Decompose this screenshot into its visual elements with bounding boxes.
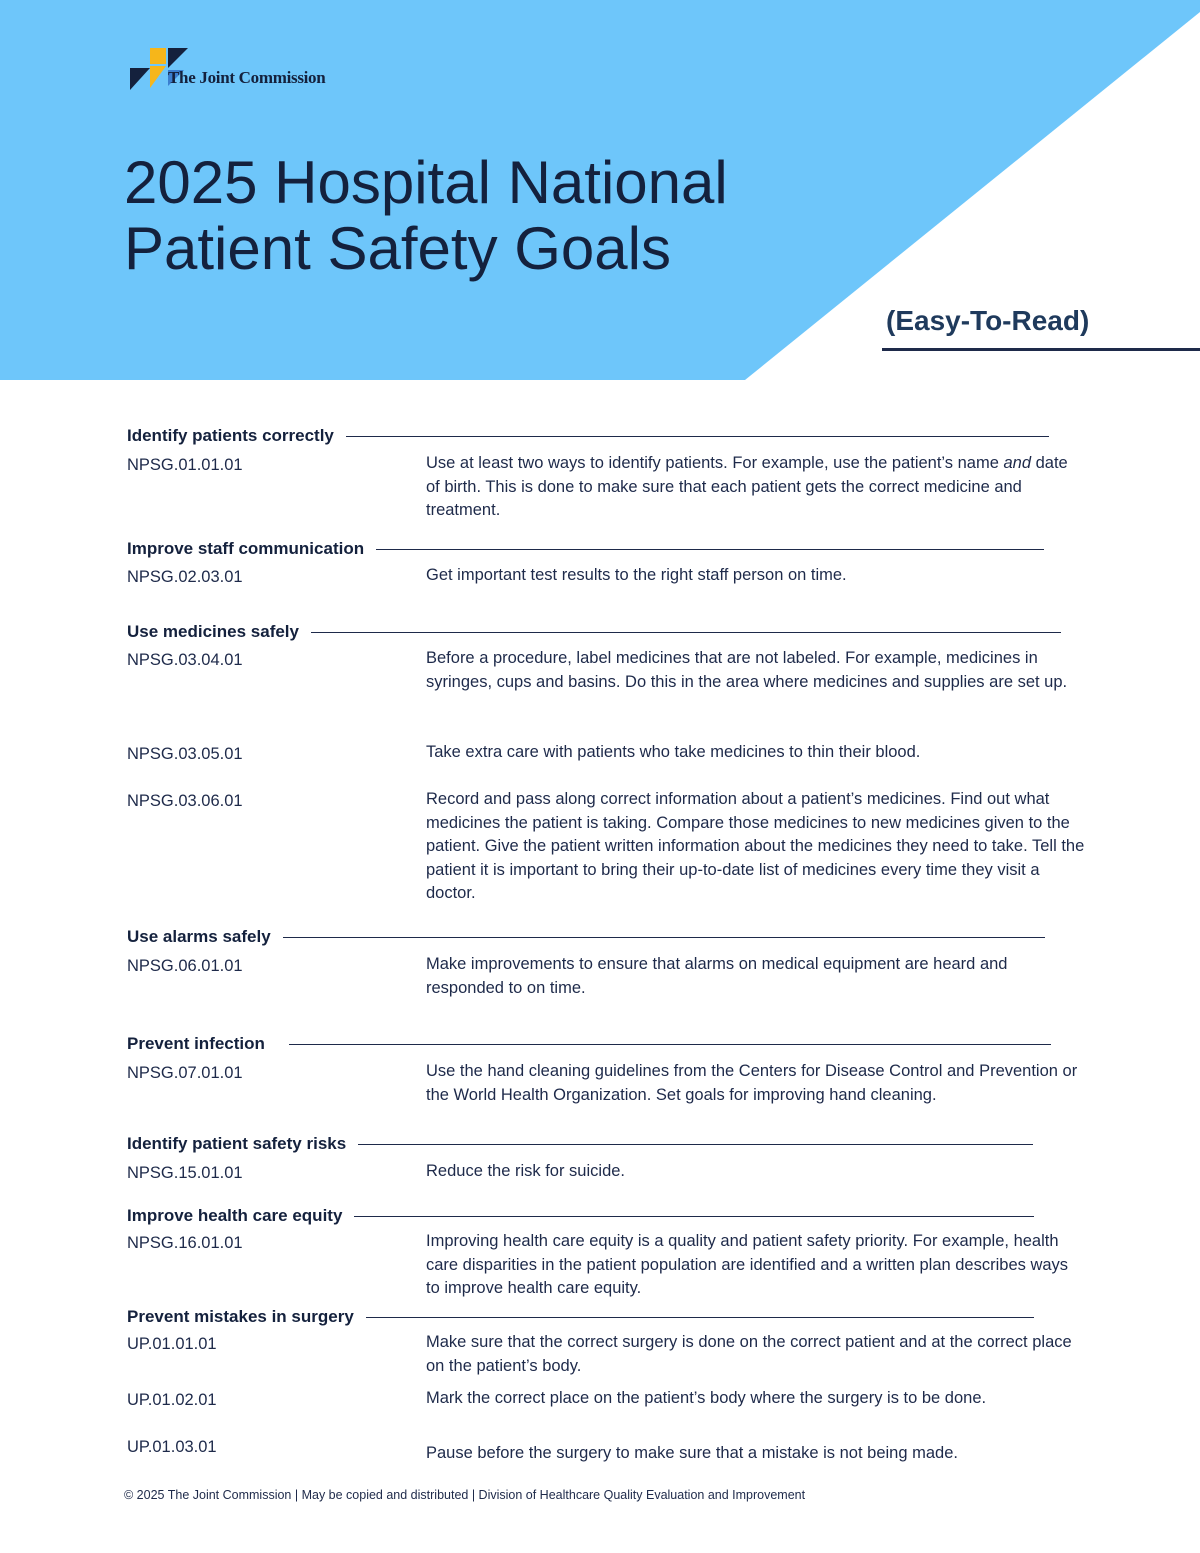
logo-text: The Joint Commission [168, 68, 326, 87]
section-medicines-safely [127, 622, 1085, 902]
page-subtitle: (Easy-To-Read) [886, 305, 1090, 336]
goal-description [426, 452, 1086, 523]
section-title: Identify patient safety risks [127, 1134, 347, 1153]
section-title: Improve staff communication [127, 539, 365, 558]
goal-code: NPSG.03.06.01 [127, 792, 243, 810]
section-rule [311, 632, 1061, 633]
page-title [124, 150, 728, 282]
goal-code: NPSG.07.01.01 [127, 1064, 243, 1082]
title-line-2: Patient Safety Goals [124, 215, 671, 282]
goal-code: NPSG.02.03.01 [127, 568, 243, 586]
section-staff-communication [127, 539, 1044, 586]
section-title: Prevent mistakes in surgery [127, 1307, 354, 1326]
goal-description: Mark the correct place on the patient’s body where the surgery is to be done. [426, 1389, 987, 1407]
section-alarms-safely [127, 927, 1045, 997]
section-title: Improve health care equity [127, 1206, 343, 1225]
goal-description: Record and pass along correct information about a patient’s medicines. Find out what medicines the patient is taking. Compare those medicines to new medicines given to the patient. Give the patient written information about the medicines they need to take. Tell the patient it is important to bring their up-to-date list of medicines every time they visit a doctor. [426, 790, 1085, 902]
section-surgery-mistakes [127, 1307, 1072, 1462]
goal-description: Reduce the risk for suicide. [426, 1162, 626, 1180]
goal-code: NPSG.06.01.01 [127, 957, 243, 975]
goal-description: Use the hand cleaning guidelines from the Centers for Disease Control and Prevention or the World Health Organization. Set goals for improving hand cleaning. [426, 1062, 1078, 1104]
goal-code: NPSG.15.01.01 [127, 1164, 243, 1182]
goal-description: Get important test results to the right staff person on time. [426, 566, 847, 584]
section-prevent-infection [127, 1034, 1078, 1104]
goal-code: NPSG.03.05.01 [127, 745, 243, 763]
subtitle-rule [882, 348, 1200, 351]
goal-text: Use at least two ways to identify patients. For example, use the patient’s name [426, 454, 1004, 472]
goal-code: NPSG.16.01.01 [127, 1234, 243, 1252]
goal-code: NPSG.01.01.01 [127, 456, 243, 474]
section-rule [376, 549, 1044, 550]
goal-text-emphasis: and [1003, 454, 1032, 472]
section-title: Use medicines safely [127, 622, 299, 641]
section-rule [358, 1144, 1033, 1145]
section-title: Prevent infection [127, 1034, 265, 1053]
goal-description: Take extra care with patients who take medicines to thin their blood. [426, 743, 921, 761]
section-patient-safety-risks [127, 1134, 1033, 1182]
section-rule [366, 1317, 1034, 1318]
goal-description: Before a procedure, label medicines that are not labeled. For example, medicines in syringes, cups and basins. Do this in the area where medicines and supplies are set up. [426, 649, 1068, 691]
goal-description: Make sure that the correct surgery is done on the correct patient and at the correct place on the patient’s body. [426, 1333, 1072, 1375]
joint-commission-logo [128, 48, 325, 90]
goal-text: date of birth. This is done to make sure that each patient gets the correct medicine and treatment. [426, 454, 1068, 519]
goal-code: NPSG.03.04.01 [127, 651, 243, 669]
goal-code: UP.01.01.01 [127, 1335, 217, 1353]
goal-code: UP.01.02.01 [127, 1391, 217, 1409]
page-footer: © 2025 The Joint Commission | May be copied and distributed | Division of Healthcare Quality Evaluation and Improvement [124, 1488, 806, 1502]
title-line-1: 2025 Hospital National [124, 149, 728, 216]
section-rule [354, 1216, 1034, 1217]
section-health-care-equity [127, 1206, 1069, 1297]
section-rule [346, 436, 1049, 437]
goal-description: Pause before the surgery to make sure that a mistake is not being made. [426, 1444, 958, 1462]
goal-description: Make improvements to ensure that alarms on medical equipment are heard and responded to on time. [426, 955, 1008, 997]
section-rule [283, 937, 1045, 938]
section-rule [289, 1044, 1051, 1045]
goal-description: Improving health care equity is a quality and patient safety priority. For example, health care disparities in the patient population are identified and a written plan describes ways to improve health care equity. [426, 1232, 1069, 1297]
section-title: Use alarms safely [127, 927, 271, 946]
section-title: Identify patients correctly [127, 426, 334, 445]
section-identify-patients [127, 426, 1068, 519]
goal-code: UP.01.03.01 [127, 1438, 217, 1456]
